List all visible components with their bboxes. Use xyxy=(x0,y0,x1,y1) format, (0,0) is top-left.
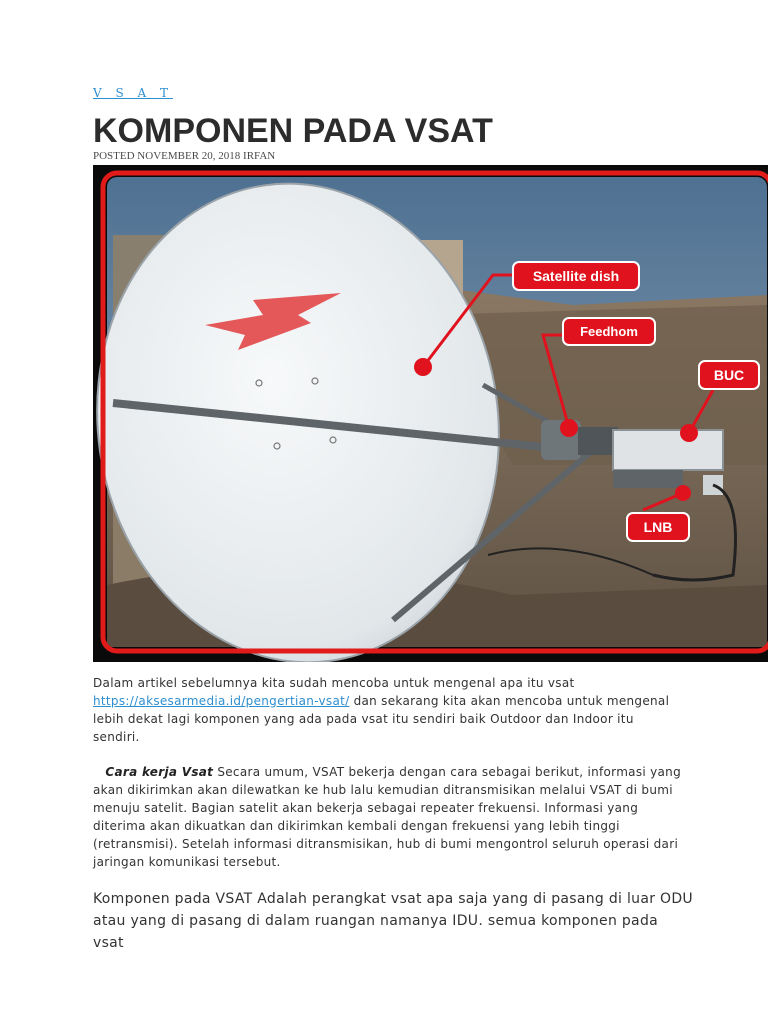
satellite-dish-marker xyxy=(414,358,432,376)
pengertian-vsat-link[interactable]: https://aksesarmedia.id/pengertian-vsat/ xyxy=(93,694,350,708)
intro-text-before-link: Dalam artikel sebelumnya kita sudah mencoba untuk mengenal apa itu vsat xyxy=(93,676,575,690)
lnb-marker xyxy=(675,485,691,501)
svg-text:LNB: LNB xyxy=(643,519,673,535)
callout-satellite-dish xyxy=(513,262,639,290)
callout-buc xyxy=(699,361,759,389)
komponen-paragraph: Komponen pada VSAT Adalah perangkat vsat apa saja yang di pasang di luar ODU atau yang di pasang di dalam ruangan namanya IDU. semua komponen pada vsat xyxy=(93,891,693,951)
cara-kerja-paragraph xyxy=(93,763,683,871)
callout-lnb xyxy=(627,513,689,541)
category-link[interactable]: V S A T xyxy=(93,86,173,100)
callout-feedhorn xyxy=(563,318,655,345)
buc-marker xyxy=(680,424,698,442)
post-title: KOMPONEN PADA VSAT xyxy=(93,112,493,150)
svg-text:BUC: BUC xyxy=(713,367,745,383)
vsat-diagram-photo xyxy=(93,165,768,662)
cara-kerja-text: Secara umum, VSAT bekerja dengan cara sebagai berikut, informasi yang akan dikirimkan akan dilewatkan ke hub lalu kemudian ditransmisikan melalui VSAT di bumi menuju satelit. Bagian satelit akan bekerja sebagai repeater frekuensi. Informasi yang diterima akan dikuatkan dan dikirimkan kembali dengan frekuensi yang lebih tinggi (retransmisi). Setelah informasi ditransmisikan, hub di bumi mengontrol seluruh operasi dari jaringan komunikasi tersebut. xyxy=(93,765,682,869)
intro-paragraph xyxy=(93,674,683,746)
svg-text:Feedhom: Feedhom xyxy=(580,324,638,339)
post-meta: POSTED NOVEMBER 20, 2018 IRFAN xyxy=(93,150,276,162)
intro-text-after-link: dan sekarang kita akan mencoba untuk mengenal lebih dekat lagi komponen yang ada pada vsat itu sendiri baik Outdoor dan Indoor itu sendiri. xyxy=(93,694,670,744)
svg-text:Satellite dish: Satellite dish xyxy=(532,268,620,284)
feedhorn-marker xyxy=(560,419,578,437)
cara-kerja-heading: Cara kerja Vsat xyxy=(105,765,214,779)
